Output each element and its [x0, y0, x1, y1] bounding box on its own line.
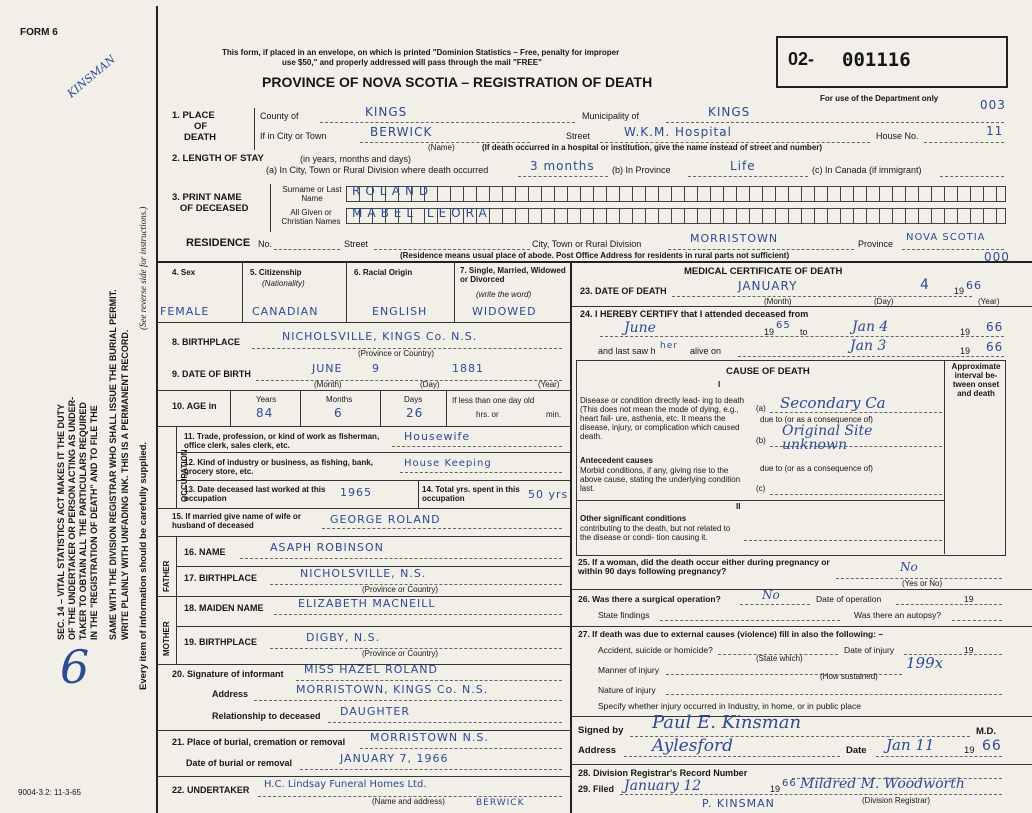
- cause-c-label: (c): [756, 484, 766, 493]
- age-days-value: 26: [406, 406, 424, 420]
- dob-year: 1881: [452, 362, 484, 375]
- undertaker-value: H.C. Lindsay Funeral Homes Ltd.: [264, 779, 427, 790]
- race-value: ENGLISH: [372, 305, 428, 318]
- signed-date-year: 66: [982, 738, 1002, 754]
- autopsy-label: Was there an autopsy?: [854, 610, 942, 620]
- residence-no-line: [274, 249, 340, 250]
- surname-boxes: [346, 186, 1006, 202]
- row-line-21: [156, 776, 570, 777]
- dob-day: 9: [372, 362, 380, 375]
- due-to-2: due to (or as a consequence of): [760, 464, 873, 473]
- registration-number-box: [776, 36, 1008, 88]
- state-which-hint: (State which): [756, 654, 803, 663]
- birthplace-hint: (Province or Country): [358, 349, 435, 358]
- row-line-26: [570, 626, 1032, 627]
- total-years-value: 50 yrs: [528, 488, 569, 501]
- stay-b-label: (b) In Province: [612, 165, 671, 175]
- other-conditions-desc: contributing to the death, but not related to the disease or condi- tion causing it.: [580, 524, 731, 542]
- operation-date-label: Date of operation: [816, 594, 882, 604]
- residence-code: 000: [984, 250, 1010, 264]
- residence-street-line: [374, 249, 530, 250]
- attended-to-label: to: [800, 327, 808, 337]
- sex-value: FEMALE: [160, 305, 210, 318]
- residence-street-label: Street: [344, 239, 369, 249]
- row-line-23: [570, 306, 1032, 307]
- informant-address-line: [254, 700, 562, 701]
- trade-value: Housewife: [404, 430, 471, 443]
- marital-value: WIDOWED: [472, 305, 537, 318]
- relationship-label: Relationship to deceased: [212, 711, 321, 721]
- institution-note: (If death occurred in a hospital or institution, give the name instead of street and number): [482, 143, 823, 152]
- mother-name-value: ELIZABETH MACNEILL: [298, 597, 436, 610]
- margin-number: 6: [60, 640, 90, 694]
- occupation-inner-div: [418, 480, 419, 508]
- pregnancy-label: 25. If a woman, did the death occur either during pregnancy or within 90 days following pregnancy?: [578, 557, 830, 576]
- stay-a-label: (a) In City, Town or Rural Division where death occurred: [266, 165, 489, 175]
- signer-address-line: [624, 756, 840, 757]
- signer-address-value: Aylesford: [652, 736, 733, 756]
- industry-label: 12. Kind of industry or business, as fishing, bank, grocery store, etc.: [184, 458, 373, 476]
- signed-value: Paul E. Kinsman: [652, 712, 802, 733]
- municipality-value: KINGS: [708, 105, 751, 119]
- cause-a-label: (a): [756, 404, 766, 413]
- spouse-line: [322, 528, 562, 529]
- burial-date-value: JANUARY 7, 1966: [340, 752, 449, 765]
- specify-label: Specify whether injury occurred in Industry, in home, or in public place: [598, 701, 861, 711]
- row-line-12: [176, 480, 570, 481]
- dod-year-hint: (Year): [978, 297, 1000, 306]
- surname-label: Surname or Last Name: [282, 185, 342, 203]
- mother-birthplace-value: DIGBY, N.S.: [306, 631, 381, 644]
- row-line-10: [156, 426, 570, 427]
- disease-label: Disease or condition directly lead- ing to death (This does not mean the mode of dying, e.g., heart fail- ure, asthenia, etc. It means the disease, injury, or complication which caused death.: [580, 396, 745, 441]
- sidebar-line-7: Every item of information should be carefully supplied.: [138, 441, 149, 690]
- alive-on-line: [738, 356, 1004, 357]
- signed-date-value: Jan 11: [886, 736, 935, 754]
- col-div-2: [346, 262, 347, 322]
- father-name-value: ASAPH ROBINSON: [270, 541, 384, 554]
- margin-name: KINSMAN: [64, 52, 118, 101]
- operation-value: No: [762, 588, 780, 602]
- envelope-note: This form, if placed in an envelope, on which is printed "Dominion Statistics – Free, penalty for improper: [222, 48, 620, 57]
- row-line-7: [156, 322, 570, 323]
- signed-date-line: [876, 756, 1002, 757]
- hrs-label: hrs. or: [476, 410, 499, 419]
- envelope-note-2: use $50," and properly addressed will pass through the mail "FREE": [282, 58, 542, 67]
- state-findings-label: State findings: [598, 610, 650, 620]
- age-div-1: [230, 390, 231, 426]
- given-value: MABEL LEORA: [352, 206, 492, 220]
- how-sustained-hint: (How sustained): [820, 672, 878, 681]
- autopsy-line: [952, 620, 1002, 621]
- cause-b-label: (b): [756, 436, 766, 445]
- mother-name-line: [274, 614, 562, 615]
- attended-from: June: [624, 320, 656, 336]
- left-frame-line: [156, 6, 158, 813]
- pregnancy-value: No: [900, 560, 918, 574]
- row-line-25: [570, 589, 1032, 590]
- last-saw-her: her: [660, 341, 678, 351]
- informant-value: MISS HAZEL ROLAND: [304, 663, 439, 676]
- signed-date-label: Date: [846, 745, 867, 756]
- stay-hint: (in years, months and days): [300, 154, 412, 164]
- age-div-3: [380, 390, 381, 426]
- section-divider: [156, 261, 1032, 263]
- last-saw-label: and last saw h: [598, 346, 656, 356]
- date-of-death-19: 19: [954, 286, 965, 296]
- informant-label: 20. Signature of informant: [172, 669, 284, 679]
- alive-on-year: 66: [986, 340, 1004, 354]
- house-line: [924, 142, 1004, 143]
- mother-birthplace-label: 19. BIRTHPLACE: [184, 637, 258, 647]
- stay-label: 2. LENGTH OF STAY: [172, 153, 264, 164]
- total-years-label: 14. Total yrs. spent in this occupation: [422, 485, 520, 503]
- antecedent-desc: Morbid conditions, if any, giving rise to the above cause, stating the underlying condition last.: [580, 466, 741, 493]
- alive-on-19: 19: [960, 346, 971, 356]
- city-label: If in City or Town: [260, 131, 327, 141]
- interval-title: Approximate interval be- tween onset and death: [951, 362, 1001, 398]
- cause-a-value: Secondary Ca: [780, 394, 886, 412]
- race-label: 6. Racial Origin: [354, 268, 413, 277]
- due-to-1: due to (or as a consequence of): [760, 415, 873, 424]
- residence-note: (Residence means usual place of abode. Post Office Address for residents in rural parts not sufficient): [400, 251, 790, 260]
- sidebar-line-3: TAKER TO OBTAIN ALL THE PARTICULARS REQUIRED: [78, 402, 88, 640]
- father-name-line: [240, 558, 562, 559]
- sidebar-line-1: SEC. 14 – VITAL STATISTICS ACT MAKES IT THE DUTY: [56, 403, 66, 640]
- row-line-20: [156, 730, 570, 731]
- father-name-label: 16. NAME: [184, 547, 226, 557]
- county-label: County of: [260, 111, 299, 121]
- stay-b-line: [688, 176, 808, 177]
- cause-divider: [576, 500, 944, 501]
- injury-code: 199x: [906, 654, 944, 672]
- age-div-4: [446, 390, 447, 426]
- mother-birthplace-hint: (Province or Country): [362, 649, 439, 658]
- dob-year-hint: (Year): [538, 380, 560, 389]
- injury-date-19: 19: [964, 645, 974, 655]
- department-code: 003: [980, 98, 1006, 112]
- date-of-death-month: JANUARY: [738, 279, 798, 293]
- sidebar-line-5: SAME WITH THE DIVISION REGISTRAR WHO SHALL ISSUE THE BURIAL PERMIT.: [108, 289, 118, 640]
- col-div-3: [454, 262, 455, 322]
- other-line: [744, 540, 942, 541]
- under-day-label: If less than one day old: [452, 396, 535, 405]
- col-div-1: [242, 262, 243, 322]
- dob-month-hint: (Month): [314, 380, 342, 389]
- occupation-div: [176, 426, 177, 508]
- date-of-death-label: 23. DATE OF DEATH: [580, 286, 667, 296]
- residence-city-value: MORRISTOWN: [690, 232, 779, 245]
- state-findings-line: [660, 620, 840, 621]
- father-birthplace-value: NICHOLSVILLE, N.S.: [300, 567, 427, 580]
- cause-a-line: [770, 412, 942, 413]
- relationship-value: DAUGHTER: [340, 705, 410, 718]
- roman-two: II: [736, 502, 741, 511]
- trade-label: 11. Trade, profession, or kind of work as fisherman, office clerk, sales clerk, etc.: [184, 432, 380, 450]
- sex-label: 4. Sex: [172, 268, 196, 277]
- medical-title: MEDICAL CERTIFICATE OF DEATH: [684, 266, 843, 277]
- sidebar-line-4: IN THE "REGISTRATION OF DEATH" AND TO FILE THE: [89, 405, 99, 640]
- given-label: All Given or Christian Names: [281, 208, 341, 226]
- min-label: min.: [546, 410, 562, 419]
- burial-place-value: MORRISTOWN N.S.: [370, 731, 489, 744]
- other-conditions-label: Other significant conditions: [580, 514, 687, 523]
- undertaker-hint: (Name and address): [372, 797, 445, 806]
- stay-c-label: (c) In Canada (if immigrant): [812, 165, 922, 175]
- residence-city-label: City, Town or Rural Division: [532, 239, 642, 249]
- municipality-label: Municipality of: [582, 111, 640, 121]
- citizenship-hint: (Nationality): [262, 279, 305, 288]
- date-of-death-day: 4: [920, 277, 930, 293]
- industry-line: [400, 472, 562, 473]
- signed-date-19: 19: [964, 745, 975, 756]
- certify-label: 24. I HEREBY CERTIFY that I attended deceased from: [580, 309, 809, 319]
- medical-divider: [570, 262, 572, 813]
- undertaker-town: BERWICK: [476, 798, 525, 808]
- burial-date-line: [300, 769, 562, 770]
- age-years-label: Years: [256, 395, 277, 404]
- operation-date-19: 19: [964, 594, 974, 604]
- attended-from-year: 65: [776, 320, 791, 331]
- informant-line: [296, 680, 562, 681]
- informant-address-label: Address: [212, 689, 249, 699]
- residence-label: RESIDENCE: [186, 237, 251, 249]
- row-line-15: [156, 536, 570, 537]
- county-line: [320, 122, 575, 123]
- surname-value: ROLAND: [352, 184, 434, 198]
- row-line-9: [156, 390, 570, 391]
- alive-on-date: Jan 3: [850, 338, 887, 354]
- registration-prefix: 02-: [788, 49, 815, 69]
- burial-place-line: [360, 748, 562, 749]
- street-label: Street: [566, 131, 591, 141]
- father-birthplace-hint: (Province or Country): [362, 585, 439, 594]
- age-months-label: Months: [326, 395, 353, 404]
- yes-no-hint: (Yes or No): [902, 579, 943, 588]
- parents-div: [176, 536, 177, 664]
- house-label: House No.: [876, 131, 919, 141]
- residence-city-line: [668, 249, 854, 250]
- date-of-death-line: [672, 296, 972, 297]
- attended-to-year: 66: [986, 320, 1004, 334]
- row-line-signed: [570, 764, 1032, 765]
- place-of-death-label: 1. PLACE OF DEATH: [172, 110, 217, 143]
- external-label: 27. If death was due to external causes (violence) fill in also the following: –: [578, 629, 884, 639]
- cause-c-line: [770, 494, 942, 495]
- operation-label: 26. Was there a surgical operation?: [578, 594, 721, 604]
- age-days-label: Days: [404, 395, 423, 404]
- form-number: FORM 6: [20, 27, 58, 38]
- place-bracket: [254, 108, 255, 150]
- row-line-11: [176, 452, 570, 453]
- roman-one: I: [718, 380, 721, 389]
- attended-from-19: 19: [764, 327, 775, 337]
- filed-19: 19: [770, 784, 781, 794]
- signed-label: Signed by: [578, 725, 624, 736]
- age-months-value: 6: [334, 406, 343, 420]
- trade-line: [392, 446, 562, 447]
- department-use-note: For use of the Department only: [820, 94, 939, 103]
- birthplace-label: 8. BIRTHPLACE: [172, 337, 241, 347]
- row-line-14: [156, 508, 570, 509]
- record-number-label: 28. Division Registrar's Record Number: [578, 768, 748, 778]
- filed-line: [620, 794, 1002, 795]
- manner-label: Manner of injury: [598, 665, 659, 675]
- spouse-value: GEORGE ROLAND: [330, 513, 441, 526]
- age-years-value: 84: [256, 406, 274, 420]
- interval-div: [944, 360, 945, 554]
- operation-line: [740, 604, 810, 605]
- registration-number: 001116: [842, 49, 911, 71]
- relationship-line: [328, 722, 562, 723]
- burial-place-label: 21. Place of burial, cremation or removal: [172, 737, 346, 747]
- municipality-line: [666, 122, 1004, 123]
- sidebar-line-2: OF THE UNDERTAKER OR PERSON ACTING AS UNDER-: [67, 396, 77, 640]
- accident-label: Accident, suicide or homicide?: [598, 645, 713, 655]
- dob-label: 9. DATE OF BIRTH: [172, 369, 251, 379]
- attended-to-19: 19: [960, 327, 971, 337]
- cause-b-value: Original Site unknown: [782, 423, 873, 453]
- house-value: 11: [986, 124, 1004, 138]
- stay-a-line: [518, 176, 608, 177]
- alive-on-label: alive on: [690, 346, 722, 356]
- residence-province-label: Province: [858, 239, 894, 249]
- stay-a-value: 3 months: [530, 159, 595, 173]
- registrar-hint: (Division Registrar): [862, 796, 931, 805]
- burial-date-label: Date of burial or removal: [186, 758, 293, 768]
- citizenship-label: 5. Citizenship: [250, 268, 302, 277]
- father-side-label: FATHER: [162, 560, 171, 592]
- marital-hint: (write the word): [476, 290, 532, 299]
- registrar-signature: Mildred M. Woodworth: [800, 776, 965, 792]
- dob-month: JUNE: [312, 362, 343, 375]
- mother-side-label: MOTHER: [162, 621, 171, 656]
- antecedent-label: Antecedent causes: [580, 456, 653, 465]
- operation-date-line: [896, 604, 1002, 605]
- nature-label: Nature of injury: [598, 685, 656, 695]
- footer-name: P. KINSMAN: [702, 797, 775, 810]
- birthplace-value: NICHOLSVILLE, KINGS Co. N.S.: [282, 330, 478, 343]
- row-line-18: [176, 626, 570, 627]
- filed-date: January 12: [624, 778, 702, 794]
- dod-day-hint: (Day): [874, 297, 894, 306]
- residence-province-value: NOVA SCOTIA: [906, 232, 986, 243]
- occupation-side-label: OCCUPATION: [180, 449, 189, 502]
- signer-address-label: Address: [578, 745, 617, 756]
- date-of-death-year: 66: [966, 279, 982, 292]
- last-worked-value: 1965: [340, 486, 372, 499]
- name-bracket: [270, 184, 271, 232]
- filed-label: 29. Filed: [578, 784, 615, 794]
- cause-title: CAUSE OF DEATH: [726, 366, 810, 377]
- nature-line: [666, 694, 1002, 695]
- filed-year: 66: [782, 778, 797, 789]
- dob-day-hint: (Day): [420, 380, 440, 389]
- form-code: 9004-3.2: 11-3-65: [18, 788, 82, 797]
- attended-to: Jan 4: [852, 319, 889, 335]
- stay-b-value: Life: [730, 159, 756, 173]
- dob-line: [256, 380, 562, 381]
- marital-label: 7. Single, Married, Widowed or Divorced: [460, 266, 566, 284]
- name-hint: (Name): [428, 143, 455, 152]
- stay-c-line: [940, 176, 1004, 177]
- sidebar-line-6: WRITE PLAINLY WITH UNFADING INK. THIS IS A PERMANENT RECORD.: [120, 329, 130, 640]
- dod-month-hint: (Month): [764, 297, 792, 306]
- spouse-label: 15. If married give name of wife or husband of deceased: [172, 512, 301, 530]
- citizenship-value: CANADIAN: [252, 305, 319, 318]
- form-title: PROVINCE OF NOVA SCOTIA – REGISTRATION OF DEATH: [262, 74, 653, 90]
- industry-value: House Keeping: [404, 458, 492, 469]
- father-birthplace-label: 17. BIRTHPLACE: [184, 573, 258, 583]
- residence-no-label: No.: [258, 239, 273, 249]
- last-worked-label: 13. Date deceased last worked at this occupation: [184, 485, 326, 503]
- age-label: 10. AGE in: [172, 401, 217, 411]
- informant-address-value: MORRISTOWN, KINGS Co. N.S.: [296, 683, 489, 696]
- md-label: M.D.: [976, 726, 997, 737]
- print-name-label: 3. PRINT NAME OF DECEASED: [172, 192, 249, 214]
- undertaker-label: 22. UNDERTAKER: [172, 785, 250, 795]
- injury-date-label: Date of injury: [844, 645, 895, 655]
- mother-name-label: 18. MAIDEN NAME: [184, 603, 264, 613]
- age-div-2: [300, 390, 301, 426]
- county-value: KINGS: [365, 105, 408, 119]
- sidebar-instructions: (See reverse side for instructions.): [138, 206, 148, 330]
- street-value: W.K.M. Hospital: [624, 125, 732, 139]
- city-value: BERWICK: [370, 125, 433, 139]
